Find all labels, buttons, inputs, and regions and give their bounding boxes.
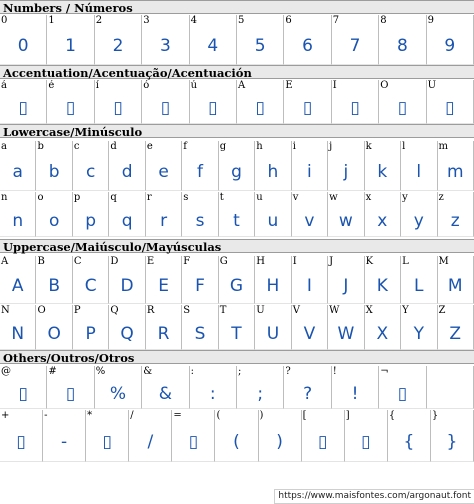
glyph-row (0, 141, 474, 191)
glyph-sample: & (158, 384, 173, 404)
glyph-label: í (95, 80, 99, 91)
glyph-sample: F (195, 276, 205, 296)
glyph-sample: 6 (302, 36, 313, 56)
glyph-label: r (146, 192, 152, 203)
glyph-label: } (431, 410, 439, 421)
glyph-label: w (329, 192, 338, 203)
glyph-cell (365, 141, 401, 191)
glyph-label: # (48, 366, 57, 377)
glyph-label: v (292, 192, 299, 203)
glyph-row (0, 256, 474, 304)
glyph-label: d (110, 141, 117, 152)
glyph-sample: ▯ (317, 432, 328, 452)
glyph-cell (73, 256, 109, 304)
glyph-row (0, 410, 474, 462)
glyph-label: o (37, 192, 44, 203)
glyph-cell (237, 15, 284, 65)
glyph-cell (219, 192, 255, 237)
glyph-cell (332, 366, 379, 409)
glyph-cell (36, 192, 72, 237)
glyph-sample: 4 (207, 36, 219, 56)
glyph-row (0, 192, 474, 237)
glyph-label: Í (332, 80, 337, 91)
glyph-cell (328, 192, 364, 237)
glyph-sample: k (377, 162, 388, 182)
glyph-cell (284, 80, 331, 124)
glyph-label: { (388, 410, 396, 421)
glyph-sample: L (414, 276, 424, 296)
glyph-label: j (329, 141, 333, 152)
glyph-sample: I (306, 276, 312, 296)
glyph-sample: 1 (65, 36, 76, 56)
glyph-sample: : (209, 384, 216, 404)
glyph-cell (172, 410, 215, 462)
glyph-sample: T (231, 324, 242, 344)
glyph-label: 3 (143, 15, 150, 26)
glyph-label: u (256, 192, 263, 203)
glyph-sample: J (343, 276, 349, 296)
glyph-sample: ( (233, 432, 240, 452)
glyph-cell (438, 256, 474, 304)
glyph-cell (182, 305, 218, 350)
glyph-label: 5 (238, 15, 245, 26)
glyph-sample: i (307, 162, 312, 182)
glyph-sample: ▯ (397, 384, 408, 404)
glyph-cell (146, 256, 182, 304)
section-header-accentuation-acentuacao-acentuacion: Accentuation/Acentuação/Acentuación (0, 65, 474, 79)
glyph-sample: ? (303, 384, 313, 404)
glyph-cell (0, 256, 36, 304)
glyph-label: E (146, 256, 155, 267)
glyph-label: 6 (285, 15, 292, 26)
glyph-label: U (256, 305, 265, 316)
glyph-cell (0, 80, 47, 124)
glyph-sample: ) (276, 432, 283, 452)
glyph-cell (36, 141, 72, 191)
glyph-cell (302, 410, 345, 462)
glyph-sample: t (233, 211, 240, 231)
glyph-sample: W (337, 324, 355, 344)
glyph-cell (182, 192, 218, 237)
glyph-sample: ▯ (188, 432, 199, 452)
glyph-sample: e (158, 162, 169, 182)
glyph-sample: C (84, 276, 97, 296)
glyph-cell (0, 192, 36, 237)
glyph-sample: B (48, 276, 61, 296)
glyph-cell (219, 141, 255, 191)
glyph-label: l (402, 141, 406, 152)
glyph-sample: ▯ (18, 384, 28, 404)
glyph-cell (292, 256, 328, 304)
glyph-label: 4 (190, 15, 197, 26)
glyph-label: Z (438, 305, 446, 316)
glyph-sample: } (446, 432, 458, 452)
glyph-label: ) (259, 410, 264, 421)
glyph-label: g (219, 141, 227, 152)
glyph-cell (0, 366, 47, 409)
glyph-label: + (1, 410, 10, 421)
glyph-cell (36, 305, 72, 350)
glyph-sample: 3 (159, 36, 171, 56)
glyph-label: F (183, 256, 191, 267)
glyph-sample: ▯ (208, 98, 218, 118)
glyph-row (0, 80, 474, 124)
glyph-sample: E (158, 276, 169, 296)
glyph-cell (109, 141, 145, 191)
glyph-label: ] (345, 410, 350, 421)
glyph-cell (190, 80, 237, 124)
glyph-sample: 0 (17, 36, 29, 56)
glyph-sample: G (229, 276, 244, 296)
glyph-sample: w (338, 211, 353, 231)
glyph-cell (95, 80, 142, 124)
glyph-label: ú (190, 80, 198, 91)
glyph-cell (328, 141, 364, 191)
glyph-label: A (1, 256, 9, 267)
section-header-others-outros-otros: Others/Outros/Otros (0, 350, 474, 364)
glyph-label: [ (302, 410, 307, 421)
glyph-label: t (219, 192, 224, 203)
glyph-sample: S (194, 324, 206, 344)
glyph-cell (438, 141, 474, 191)
glyph-sample: ! (351, 384, 359, 404)
glyph-sample: q (121, 211, 133, 231)
glyph-label: X (365, 305, 373, 316)
glyph-label: J (329, 256, 334, 267)
glyph-sample: h (267, 162, 279, 182)
glyph-label: ! (332, 366, 337, 377)
glyph-label: N (1, 305, 10, 316)
glyph-cell (47, 80, 94, 124)
glyph-label: C (73, 256, 82, 267)
glyph-sample: R (157, 324, 170, 344)
glyph-sample: ▯ (255, 98, 265, 118)
glyph-cell (47, 15, 94, 65)
glyph-label: f (183, 141, 187, 152)
glyph-sample: D (120, 276, 134, 296)
glyph-cell (345, 410, 388, 462)
glyph-label: ¬ (380, 366, 389, 377)
glyph-cell (292, 192, 328, 237)
glyph-cell (142, 80, 189, 124)
glyph-cell (438, 192, 474, 237)
glyph-sample: 8 (396, 36, 408, 56)
glyph-sample: - (61, 432, 68, 452)
glyph-label: x (365, 192, 372, 203)
glyph-cell (146, 192, 182, 237)
glyph-label: z (438, 192, 444, 203)
glyph-cell (0, 410, 43, 462)
glyph-sample: v (304, 211, 315, 231)
glyph-cell (73, 141, 109, 191)
glyph-sample: ▯ (445, 98, 455, 118)
glyph-label: % (95, 366, 106, 377)
glyph-label: O (37, 305, 46, 316)
glyph-sample: u (267, 211, 279, 231)
glyph-label: W (329, 305, 340, 316)
glyph-cell (146, 141, 182, 191)
glyph-label: / (130, 410, 134, 421)
glyph-label: i (292, 141, 296, 152)
glyph-sample: s (195, 211, 205, 231)
glyph-label: L (402, 256, 409, 267)
glyph-sample: y (413, 211, 424, 231)
glyph-sample: z (450, 211, 460, 231)
glyph-cell (182, 256, 218, 304)
glyph-sample: Y (413, 324, 424, 344)
glyph-sample: n (12, 211, 24, 231)
glyph-cell (219, 305, 255, 350)
glyph-sample: b (48, 162, 60, 182)
glyph-sample: 5 (254, 36, 266, 56)
glyph-label: 2 (95, 15, 103, 26)
glyph-label: 7 (332, 15, 340, 26)
glyph-sample: U (266, 324, 280, 344)
glyph-sample: P (85, 324, 96, 344)
glyph-label: c (73, 141, 80, 152)
glyph-cell (365, 256, 401, 304)
glyph-sample: ▯ (160, 98, 171, 118)
glyph-sample: Q (120, 324, 134, 344)
glyph-cell (190, 366, 237, 409)
glyph-label: á (1, 80, 7, 91)
glyph-cell (255, 256, 291, 304)
glyph-label: b (37, 141, 44, 152)
glyph-row (0, 15, 474, 65)
glyph-cell (182, 141, 218, 191)
glyph-label: Á (238, 80, 246, 91)
glyph-cell (255, 305, 291, 350)
glyph-sample: a (12, 162, 23, 182)
glyph-sample: g (231, 162, 242, 182)
glyph-sample: ▯ (65, 98, 76, 118)
glyph-label: Q (110, 305, 119, 316)
glyph-label: ( (216, 410, 221, 421)
glyph-cell (47, 366, 94, 409)
source-url[interactable]: https://www.maisfontes.com/argonaut.font (274, 489, 474, 504)
glyph-label: É (285, 80, 293, 91)
glyph-label: - (44, 410, 48, 421)
glyph-sample: 2 (112, 36, 124, 56)
glyph-cell (379, 15, 426, 65)
glyph-sample: l (416, 162, 422, 182)
glyph-label: 9 (427, 15, 434, 26)
glyph-row (0, 305, 474, 350)
glyph-row (0, 366, 474, 409)
glyph-cell (401, 192, 437, 237)
glyph-label: G (219, 256, 228, 267)
glyph-cell (142, 366, 189, 409)
glyph-cell (142, 15, 189, 65)
glyph-label: @ (1, 366, 11, 377)
glyph-cell (109, 305, 145, 350)
glyph-cell (365, 192, 401, 237)
glyph-cell (95, 366, 142, 409)
glyph-cell (332, 15, 379, 65)
glyph-cell (365, 305, 401, 350)
glyph-sample: / (147, 432, 154, 452)
glyph-label: I (292, 256, 297, 267)
glyph-label: q (110, 192, 117, 203)
glyph-sample: Z (449, 324, 462, 344)
glyph-cell (259, 410, 302, 462)
glyph-sample: j (343, 162, 349, 182)
glyph-sample: 9 (444, 36, 456, 56)
glyph-sample: f (197, 162, 204, 182)
glyph-cell (237, 80, 284, 124)
glyph-cell (328, 305, 364, 350)
glyph-cell (388, 410, 431, 462)
glyph-sample: c (85, 162, 96, 182)
glyph-cell (431, 410, 474, 462)
glyph-sample: A (11, 276, 24, 296)
glyph-label: : (190, 366, 194, 377)
glyph-sample: { (403, 432, 415, 452)
glyph-sample: d (121, 162, 133, 182)
glyph-cell (43, 410, 86, 462)
glyph-sample: r (160, 211, 168, 231)
glyph-label: D (110, 256, 119, 267)
glyph-label: m (438, 141, 449, 152)
glyph-label: Ú (427, 80, 437, 91)
glyph-label: e (146, 141, 153, 152)
glyph-label: h (256, 141, 263, 152)
glyph-sample: % (109, 384, 127, 404)
glyph-cell (401, 305, 437, 350)
glyph-sample: N (11, 324, 25, 344)
glyph-cell (109, 256, 145, 304)
glyph-cell (237, 366, 284, 409)
glyph-label: H (256, 256, 265, 267)
glyph-label: k (365, 141, 372, 152)
glyph-sample: X (376, 324, 389, 344)
section-header-lowercase-minusculo: Lowercase/Minúsculo (0, 124, 474, 138)
glyph-cell (427, 366, 474, 409)
glyph-label: T (219, 305, 227, 316)
glyph-cell (219, 256, 255, 304)
glyph-sample: ▯ (18, 98, 28, 118)
glyph-label: Y (402, 305, 409, 316)
glyph-cell (73, 192, 109, 237)
glyph-cell (0, 141, 36, 191)
glyph-cell (0, 305, 36, 350)
glyph-cell (284, 366, 331, 409)
glyph-sample: o (48, 211, 60, 231)
glyph-sample: ▯ (361, 432, 371, 452)
glyph-sample: ▯ (113, 98, 123, 118)
glyph-cell (109, 192, 145, 237)
section-header-uppercase-maiusculo-mayusculas: Uppercase/Maiúsculo/Mayúsculas (0, 239, 474, 253)
glyph-cell (292, 305, 328, 350)
glyph-label: M (438, 256, 449, 267)
glyph-cell (255, 141, 291, 191)
glyph-cell (328, 256, 364, 304)
glyph-cell (379, 80, 426, 124)
glyph-label: = (173, 410, 182, 421)
glyph-label: R (146, 305, 155, 316)
glyph-cell (255, 192, 291, 237)
glyph-sample: ▯ (102, 432, 112, 452)
glyph-sample: ▯ (65, 384, 76, 404)
glyph-cell (379, 366, 426, 409)
glyph-sample: ; (257, 384, 264, 404)
glyph-sample: ▯ (302, 98, 313, 118)
glyph-cell (86, 410, 129, 462)
glyph-sample: ▯ (397, 98, 408, 118)
glyph-cell (146, 305, 182, 350)
glyph-label: * (87, 410, 93, 421)
glyph-sample: 7 (349, 36, 361, 56)
glyph-label: & (143, 366, 153, 377)
glyph-sample: H (266, 276, 280, 296)
glyph-label: K (365, 256, 374, 267)
glyph-label: s (183, 192, 189, 203)
glyph-label: 8 (380, 15, 387, 26)
glyph-cell (284, 15, 331, 65)
glyph-label: p (73, 192, 81, 203)
glyph-sample: O (47, 324, 61, 344)
glyph-cell (292, 141, 328, 191)
glyph-sample: V (303, 324, 316, 344)
glyph-cell (401, 141, 437, 191)
glyph-cell (215, 410, 258, 462)
glyph-cell (0, 15, 47, 65)
glyph-cell (427, 15, 474, 65)
glyph-cell (401, 256, 437, 304)
glyph-sample: ▯ (16, 432, 26, 452)
glyph-label: S (183, 305, 191, 316)
glyph-cell (427, 80, 474, 124)
glyph-cell (438, 305, 474, 350)
glyph-label: B (37, 256, 45, 267)
glyph-label: a (1, 141, 7, 152)
glyph-cell (190, 15, 237, 65)
glyph-label: y (402, 192, 408, 203)
glyph-label: ó (143, 80, 150, 91)
glyph-cell (95, 15, 142, 65)
glyph-cell (36, 256, 72, 304)
glyph-label: ; (238, 366, 242, 377)
glyph-label: 1 (48, 15, 55, 26)
glyph-label: P (73, 305, 81, 316)
glyph-sample: p (85, 211, 97, 231)
glyph-sample: x (377, 211, 388, 231)
glyph-sample: m (446, 162, 464, 182)
glyph-label: Ó (380, 80, 389, 91)
glyph-label: V (292, 305, 300, 316)
glyph-cell (332, 80, 379, 124)
glyph-sample: K (376, 276, 388, 296)
glyph-label: ? (285, 366, 291, 377)
glyph-sample: ▯ (350, 98, 360, 118)
glyph-label: é (48, 80, 55, 91)
glyph-cell (73, 305, 109, 350)
glyph-sample: M (447, 276, 463, 296)
glyph-label: n (1, 192, 8, 203)
section-header-numbers-numeros: Numbers / Números (0, 0, 474, 14)
glyph-cell (129, 410, 172, 462)
glyph-label: 0 (1, 15, 8, 26)
